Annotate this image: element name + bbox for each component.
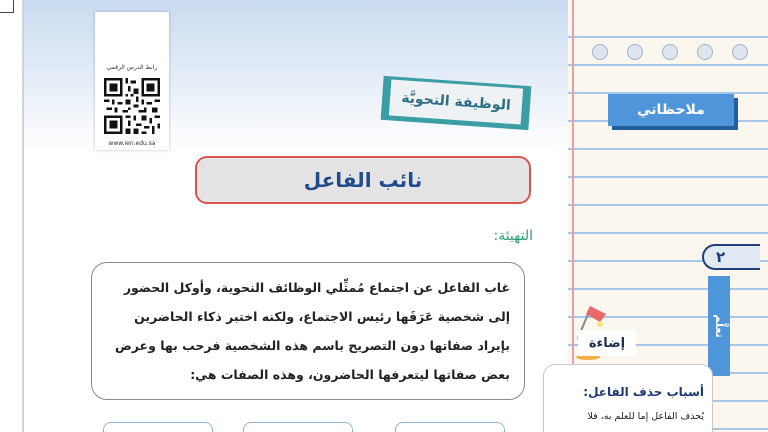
trait-box [103,422,213,432]
paragraph-line: بإيراد صفاتها دون التصريح باسم هذه الشخصية فرحب بها وعرض [114,338,510,353]
binder-hole [662,44,678,60]
info-card-title: أسباب حذف الفاعل: [583,385,704,399]
left-margin-rule [22,0,24,432]
intro-heading: التهيئة: [493,228,533,244]
qr-card-url[interactable]: www.ien.edu.sa [108,140,156,147]
side-ribbon [708,276,730,376]
intro-paragraph-box [91,262,525,400]
side-ribbon-text: تعلَّم [713,314,726,338]
digital-lesson-card[interactable] [95,12,169,150]
binder-hole [732,44,748,60]
binder-hole [627,44,643,60]
notes-tab-face [608,94,734,126]
crop-mark [0,12,14,13]
binder-hole [592,44,608,60]
lesson-title-bar [195,156,531,204]
qr-card-title: رابط الدرس الرقمي [106,64,158,71]
notes-label: ملاحظاتي [637,102,705,118]
paragraph-line: غاب الفاعل عن اجتماع مُمثِّلي الوظائف النحوية، وأوكل الحضور [123,280,510,295]
crop-mark [13,0,14,12]
section-number-tab [702,244,760,270]
section-number: ٢ [716,248,726,266]
info-card-text: يُحذف الفاعل إما للعلم به، فلا [587,411,704,422]
grammar-function-tag [382,78,534,128]
binder-hole [697,44,713,60]
tag-label: الوظيفة النحويَّة [400,90,512,114]
qr-code-icon[interactable] [104,78,160,134]
trait-box [395,422,505,432]
my-notes-tab[interactable] [608,94,736,128]
highlight-label: إضاءة [588,335,626,351]
highlight-box [578,330,636,356]
paragraph-line: إلى شخصية عَرَفَها رئيس الاجتماع، ولكنه اختبر ذكاء الحاضرين [134,309,510,324]
trait-box [243,422,353,432]
paragraph-line: بعض صفاتها ليتعرفها الحاضرون، وهذه الصفات هي: [190,367,510,382]
lesson-title: نائب الفاعل [303,168,423,192]
info-card [543,364,713,432]
